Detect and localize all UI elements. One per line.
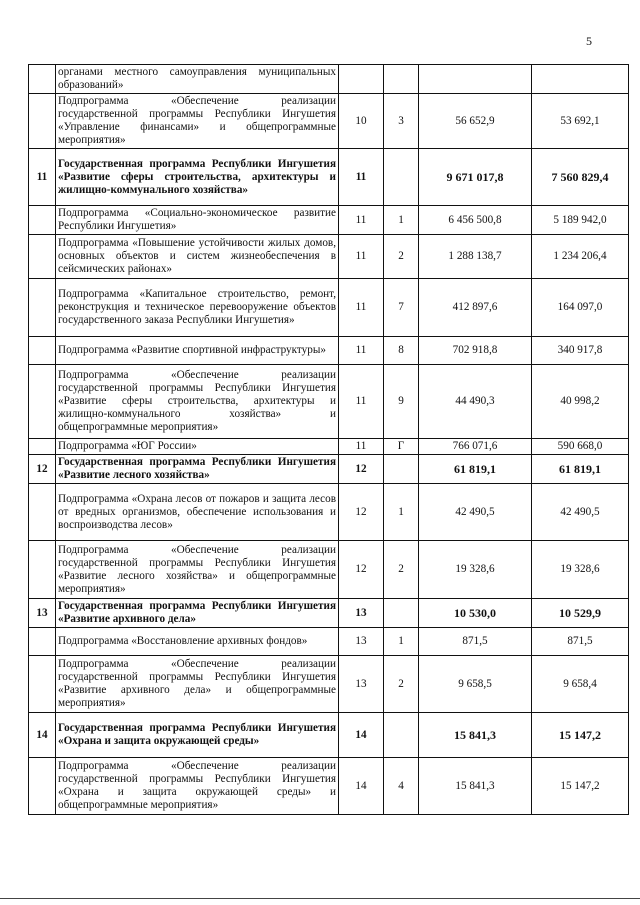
subprogram-code: 2 bbox=[384, 541, 419, 599]
amount-actual bbox=[532, 65, 629, 94]
row-number bbox=[29, 758, 56, 815]
subprogram-code: 8 bbox=[384, 337, 419, 365]
row-number bbox=[29, 279, 56, 337]
amount-actual: 5 189 942,0 bbox=[532, 206, 629, 235]
amount-planned: 1 288 138,7 bbox=[419, 235, 532, 279]
row-number bbox=[29, 235, 56, 279]
amount-planned bbox=[419, 65, 532, 94]
amount-actual: 15 147,2 bbox=[532, 758, 629, 815]
row-name: Подпрограмма «Обеспечение реализации государственной программы Республики Ингушетия «Охрана и защита окружающей среды» и общепрограммные мероприятия» bbox=[56, 758, 339, 815]
amount-planned: 19 328,6 bbox=[419, 541, 532, 599]
row-name: Подпрограмма «Обеспечение реализации государственной программы Республики Ингушетия «Развитие лесного хозяйства» и общепрограммные мероприятия» bbox=[56, 541, 339, 599]
amount-planned: 42 490,5 bbox=[419, 484, 532, 541]
row-number bbox=[29, 94, 56, 149]
subprogram-code: 1 bbox=[384, 484, 419, 541]
subprogram-code: 1 bbox=[384, 206, 419, 235]
subprogram-row bbox=[29, 656, 629, 713]
subprogram-code: 1 bbox=[384, 628, 419, 656]
row-name: Подпрограмма «Охрана лесов от пожаров и защита лесов от вредных организмов, обеспечение использования и воспроизводства лесов» bbox=[56, 484, 339, 541]
row-number: 14 bbox=[29, 713, 56, 758]
row-name: Государственная программа Республики Ингушетия «Охрана и защита окружающей среды» bbox=[56, 713, 339, 758]
program-row bbox=[29, 149, 629, 206]
amount-planned: 6 456 500,8 bbox=[419, 206, 532, 235]
program-code: 11 bbox=[339, 365, 384, 439]
program-code: 12 bbox=[339, 541, 384, 599]
subprogram-code: 2 bbox=[384, 235, 419, 279]
amount-actual: 340 917,8 bbox=[532, 337, 629, 365]
subprogram-code: 2 bbox=[384, 656, 419, 713]
subprogram-row bbox=[29, 365, 629, 439]
row-name: Подпрограмма «Обеспечение реализации государственной программы Республики Ингушетия «Развитие сферы строительства, архитектуры и жилищно-коммунального хозяйства» и общепрограммные мероприятия» bbox=[56, 365, 339, 439]
row-number bbox=[29, 206, 56, 235]
subprogram-code: 7 bbox=[384, 279, 419, 337]
subprogram-row bbox=[29, 279, 629, 337]
amount-actual: 42 490,5 bbox=[532, 484, 629, 541]
row-name: Подпрограмма «Обеспечение реализации государственной программы Республики Ингушетия «Развитие архивного дела» и общепрограммные мероприятия» bbox=[56, 656, 339, 713]
page-number: 5 bbox=[586, 34, 592, 48]
amount-actual: 590 668,0 bbox=[532, 439, 629, 455]
subprogram-code bbox=[384, 149, 419, 206]
program-code: 13 bbox=[339, 656, 384, 713]
amount-actual: 15 147,2 bbox=[532, 713, 629, 758]
row-number bbox=[29, 337, 56, 365]
row-name: Государственная программа Республики Ингушетия «Развитие лесного хозяйства» bbox=[56, 455, 339, 484]
row-name: Государственная программа Республики Ингушетия «Развитие сферы строительства, архитектуры и жилищно-коммунального хозяйства» bbox=[56, 149, 339, 206]
program-code bbox=[339, 65, 384, 94]
amount-actual: 10 529,9 bbox=[532, 599, 629, 628]
row-number bbox=[29, 541, 56, 599]
subprogram-code: Г bbox=[384, 439, 419, 455]
program-row bbox=[29, 599, 629, 628]
subprogram-row bbox=[29, 484, 629, 541]
program-code: 14 bbox=[339, 713, 384, 758]
subprogram-row bbox=[29, 94, 629, 149]
amount-planned: 412 897,6 bbox=[419, 279, 532, 337]
row-name: Подпрограмма «Развитие спортивной инфраструктуры» bbox=[56, 337, 339, 365]
amount-actual: 871,5 bbox=[532, 628, 629, 656]
row-number bbox=[29, 439, 56, 455]
amount-planned: 10 530,0 bbox=[419, 599, 532, 628]
amount-actual: 164 097,0 bbox=[532, 279, 629, 337]
subprogram-code bbox=[384, 599, 419, 628]
program-code: 11 bbox=[339, 337, 384, 365]
row-name: Подпрограмма «Социально-экономическое развитие Республики Ингушетия» bbox=[56, 206, 339, 235]
row-name: Подпрограмма «ЮГ России» bbox=[56, 439, 339, 455]
amount-planned: 871,5 bbox=[419, 628, 532, 656]
subprogram-code bbox=[384, 713, 419, 758]
subprogram-row bbox=[29, 206, 629, 235]
row-number: 13 bbox=[29, 599, 56, 628]
program-code: 12 bbox=[339, 455, 384, 484]
amount-planned: 766 071,6 bbox=[419, 439, 532, 455]
row-name: Подпрограмма «Капитальное строительство, ремонт, реконструкция и техническое перевооружение объектов государственного заказа Республики Ингушетия» bbox=[56, 279, 339, 337]
program-code: 14 bbox=[339, 758, 384, 815]
program-code: 11 bbox=[339, 149, 384, 206]
row-name: Государственная программа Республики Ингушетия «Развитие архивного дела» bbox=[56, 599, 339, 628]
subprogram-row bbox=[29, 628, 629, 656]
row-number bbox=[29, 484, 56, 541]
subprogram-row bbox=[29, 235, 629, 279]
subprogram-code: 4 bbox=[384, 758, 419, 815]
amount-actual: 61 819,1 bbox=[532, 455, 629, 484]
subprogram-row bbox=[29, 65, 629, 94]
program-row bbox=[29, 713, 629, 758]
row-number bbox=[29, 656, 56, 713]
row-number bbox=[29, 65, 56, 94]
program-code: 11 bbox=[339, 206, 384, 235]
budget-table bbox=[28, 64, 629, 815]
subprogram-row bbox=[29, 439, 629, 455]
row-number bbox=[29, 365, 56, 439]
amount-actual: 53 692,1 bbox=[532, 94, 629, 149]
row-name: Подпрограмма «Обеспечение реализации государственной программы Республики Ингушетия «Управление финансами» и общепрограммные мероприятия» bbox=[56, 94, 339, 149]
amount-actual: 19 328,6 bbox=[532, 541, 629, 599]
scan-edge-line bbox=[0, 898, 640, 899]
amount-actual: 40 998,2 bbox=[532, 365, 629, 439]
subprogram-code bbox=[384, 65, 419, 94]
program-code: 10 bbox=[339, 94, 384, 149]
subprogram-code: 9 bbox=[384, 365, 419, 439]
row-number bbox=[29, 628, 56, 656]
program-code: 11 bbox=[339, 439, 384, 455]
amount-planned: 702 918,8 bbox=[419, 337, 532, 365]
amount-actual: 9 658,4 bbox=[532, 656, 629, 713]
amount-actual: 7 560 829,4 bbox=[532, 149, 629, 206]
amount-planned: 44 490,3 bbox=[419, 365, 532, 439]
row-name: органами местного самоуправления муниципальных образований» bbox=[56, 65, 339, 94]
row-number: 11 bbox=[29, 149, 56, 206]
row-name: Подпрограмма «Восстановление архивных фондов» bbox=[56, 628, 339, 656]
row-number: 12 bbox=[29, 455, 56, 484]
subprogram-row bbox=[29, 541, 629, 599]
amount-planned: 9 658,5 bbox=[419, 656, 532, 713]
amount-planned: 9 671 017,8 bbox=[419, 149, 532, 206]
subprogram-row bbox=[29, 337, 629, 365]
subprogram-code bbox=[384, 455, 419, 484]
program-code: 12 bbox=[339, 484, 384, 541]
budget-table-body bbox=[29, 65, 629, 815]
amount-planned: 61 819,1 bbox=[419, 455, 532, 484]
amount-planned: 15 841,3 bbox=[419, 758, 532, 815]
amount-planned: 15 841,3 bbox=[419, 713, 532, 758]
program-code: 11 bbox=[339, 279, 384, 337]
program-code: 13 bbox=[339, 599, 384, 628]
amount-planned: 56 652,9 bbox=[419, 94, 532, 149]
amount-actual: 1 234 206,4 bbox=[532, 235, 629, 279]
row-name: Подпрограмма «Повышение устойчивости жилых домов, основных объектов и систем жизнеобеспечения в сейсмических районах» bbox=[56, 235, 339, 279]
program-row bbox=[29, 455, 629, 484]
subprogram-row bbox=[29, 758, 629, 815]
program-code: 11 bbox=[339, 235, 384, 279]
subprogram-code: 3 bbox=[384, 94, 419, 149]
program-code: 13 bbox=[339, 628, 384, 656]
